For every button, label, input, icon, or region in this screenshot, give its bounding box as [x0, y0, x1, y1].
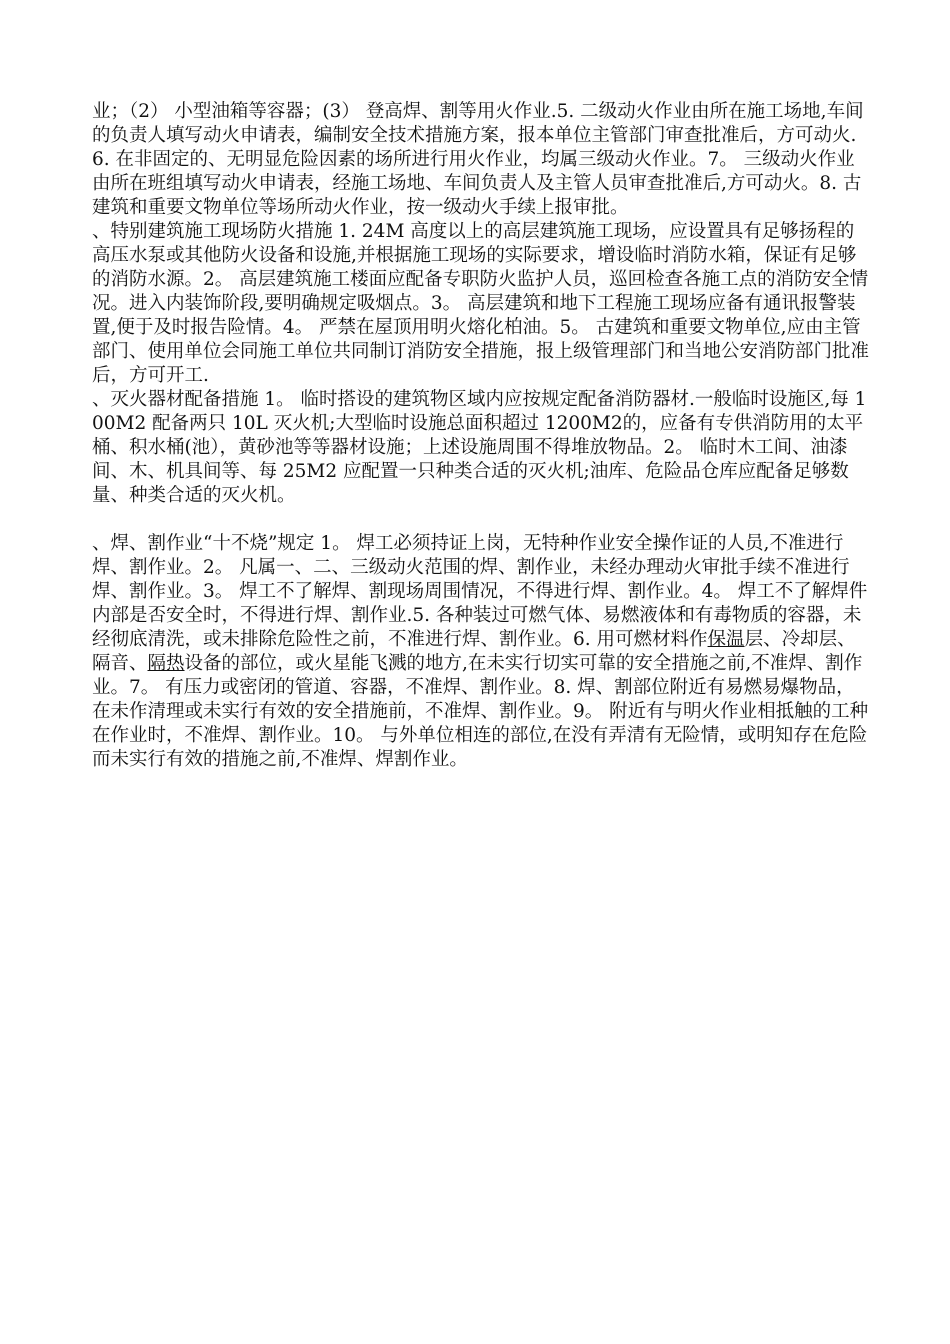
paragraph-extinguisher-measures: 、灭火器材配备措施 1。 临时搭设的建筑物区域内应按规定配备消防器材.一般临时设施区,每 100M2 配备两只 10L 灭火机;大型临时设施总面积超过 1200M2的，应备有专供消防用的太平桶、积水桶(池），黄砂池等等器材设施；上述设施周围不得堆放物品。2。 临时木工间、油漆间、木、机具间等、每 25M2 应配置一只种类合适的灭火机;油库、危险品仓库应配备足够数量、种类合适的灭火机。 — [92, 389, 867, 506]
paragraph-spacer — [92, 508, 872, 532]
document-body — [92, 100, 872, 772]
underlined-term-insulation: 保温 — [707, 629, 745, 650]
underlined-term-heat-insulation: 隔热 — [147, 653, 185, 674]
paragraph-welding-rules — [92, 532, 872, 772]
welding-rules-part-3: 设备的部位，或火星能飞溅的地方,在未实行切实可靠的安全措施之前,不准焊、割作业。7。 有压力或密闭的管道、容器，不准焊、割作业。8. 焊、割部位附近有易燃易爆物品，在未作清理或未实行有效的安全措施前，不准焊、割作业。9。 附近有与明火作业相抵触的工种在作业时，不准焊、割作业。10。 与外单位相连的部位,在没有弄清有无险情，或明知存在危险而未实行有效的措施之前,不准焊、焊割作业。 — [92, 653, 869, 770]
welding-rules-part-2: 层、冷却层、隔音、 — [92, 629, 856, 674]
welding-rules-part-1: 、焊、割作业“十不烧”规定 1。 焊工必须持证上岗，无特种作业安全操作证的人员,不准进行焊、割作业。2。 凡属一、二、三级动火范围的焊、割作业，未经办理动火审批手续不准进行焊、割作业。3。 焊工不了解焊、割现场周围情况，不得进行焊、割作业。4。 焊工不了解焊件内部是否安全时，不得进行焊、割作业.5. 各种装过可燃气体、易燃液体和有毒物质的容器，未经彻底清洗，或未排除危险性之前，不准进行焊、割作业。6. 用可燃材料作 — [92, 533, 868, 650]
paragraph-highrise-fire-measures: 、特别建筑施工现场防火措施 1. 24M 高度以上的高层建筑施工现场，应设置具有足够扬程的高压水泵或其他防火设备和设施,并根据施工现场的实际要求，增设临时消防水箱，保证有足够的消防水源。2。 高层建筑施工楼面应配备专职防火监护人员，巡回检查各施工点的消防安全情况。进入内装饰阶段,要明确规定吸烟点。3。 高层建筑和地下工程施工现场应备有通讯报警装置,便于及时报告险情。4。 严禁在屋顶用明火熔化柏油。5。 古建筑和重要文物单位,应由主管部门、使用单位会同施工单位共同制订消防安全措施，报上级管理部门和当地公安消防部门批准后，方可开工. — [92, 221, 870, 386]
paragraph-hot-work-levels: 业；（2） 小型油箱等容器；(3） 登高焊、割等用火作业.5. 二级动火作业由所在施工场地,车间的负责人填写动火申请表，编制安全技术措施方案，报本单位主管部门审查批准后，方可动火.6. 在非固定的、无明显危险因素的场所进行用火作业，均属三级动火作业。7。 三级动火作业由所在班组填写动火申请表，经施工场地、车间负责人及主管人员审查批准后,方可动火。8. 古建筑和重要文物单位等场所动火作业，按一级动火手续上报审批。 — [92, 101, 864, 218]
